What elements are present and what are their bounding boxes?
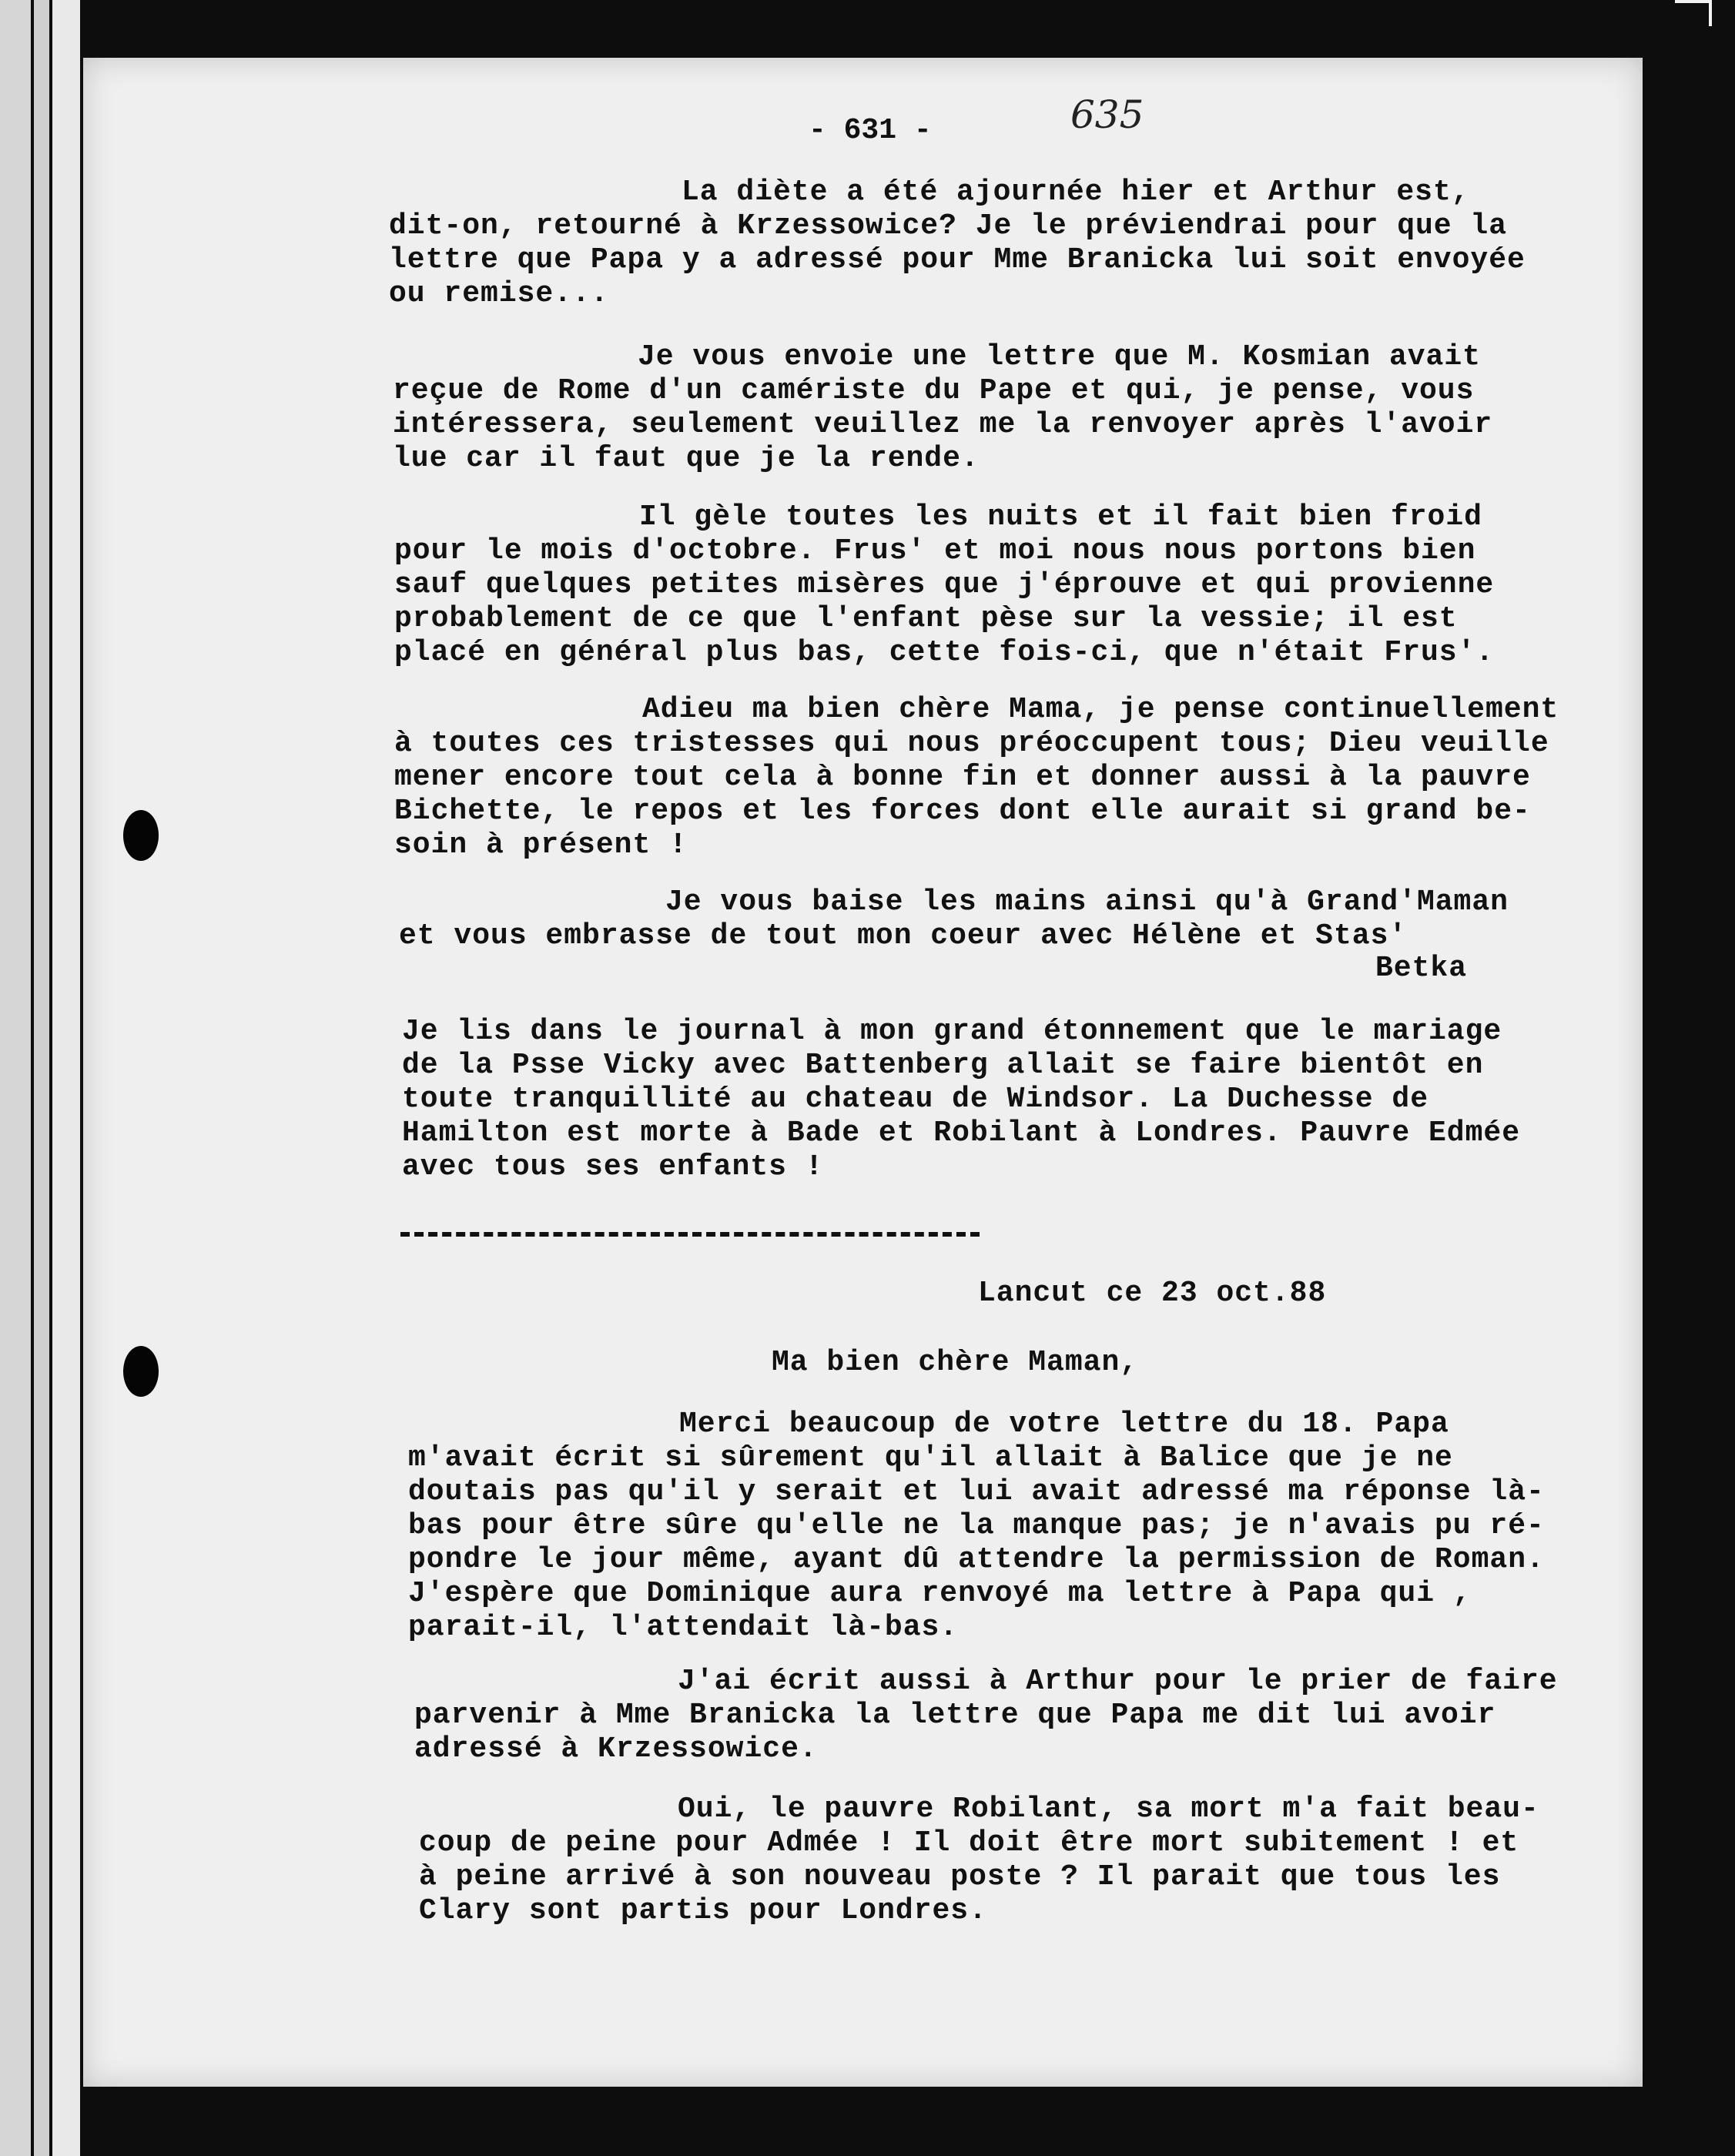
text-line: dit-on, retourné à Krzessowice? Je le préviendrai pour que la [389, 209, 1508, 243]
text-line: Hamilton est morte à Bade et Robilant à Londres. Pauvre Edmée [402, 1116, 1521, 1150]
text-line: Je lis dans le journal à mon grand étonnement que le mariage [402, 1015, 1502, 1048]
text-line: Je vous envoie une lettre que M. Kosmian avait [638, 340, 1481, 373]
text-line: J'ai écrit aussi à Arthur pour le prier de faire [678, 1665, 1558, 1698]
text-line: parait-il, l'attendait là-bas. [408, 1611, 959, 1644]
stacked-page-edge [52, 0, 80, 2156]
handwritten-page-number: 635 [1070, 92, 1144, 137]
letter-date: Lancut ce 23 oct.88 [978, 1277, 1327, 1310]
text-line: reçue de Rome d'un camériste du Pape et qui, je pense, vous [393, 374, 1475, 407]
signature: Betka [1375, 952, 1468, 985]
text-line: doutais pas qu'il y serait et lui avait adressé ma réponse là- [408, 1475, 1545, 1508]
crop-mark [1675, 0, 1712, 26]
text-line: soin à présent ! [394, 829, 688, 862]
text-line: avec tous ses enfants ! [402, 1150, 824, 1183]
text-line: à toutes ces tristesses qui nous préoccupent tous; Dieu veuille [394, 727, 1549, 760]
page-number: - 631 - [809, 114, 932, 147]
punch-hole [123, 1346, 159, 1397]
text-line: à peine arrivé à son nouveau poste ? Il parait que tous les [419, 1860, 1501, 1893]
text-line: Oui, le pauvre Robilant, sa mort m'a fait beau- [678, 1793, 1539, 1826]
text-line: probablement de ce que l'enfant pèse sur la vessie; il est [394, 602, 1458, 635]
text-line: m'avait écrit si sûrement qu'il allait à Balice que je ne [408, 1441, 1453, 1475]
text-line: Adieu ma bien chère Mama, je pense continuellement [642, 693, 1559, 726]
text-line: Bichette, le repos et les forces dont elle aurait si grand be- [394, 795, 1531, 828]
text-line: lettre que Papa y a adressé pour Mme Branicka lui soit envoyée [389, 243, 1526, 276]
text-line: pour le mois d'octobre. Frus' et moi nous nous portons bien [394, 534, 1476, 567]
text-line: ou remise... [389, 277, 609, 310]
text-line: et vous embrasse de tout mon coeur avec Hélène et Stas' [399, 919, 1408, 952]
text-line: sauf quelques petites misères que j'éprouve et qui provienne [394, 568, 1495, 601]
text-line: adressé à Krzessowice. [414, 1732, 818, 1766]
text-line: Il gèle toutes les nuits et il fait bien froid [639, 500, 1482, 534]
text-line: bas pour être sûre qu'elle ne la manque pas; je n'avais pu ré- [408, 1509, 1545, 1542]
text-line: J'espère que Dominique aura renvoyé ma lettre à Papa qui , [408, 1577, 1472, 1610]
text-line: pondre le jour même, ayant dû attendre la permission de Roman. [408, 1543, 1545, 1576]
text-line: intéressera, seulement veuillez me la renvoyer après l'avoir [393, 408, 1493, 441]
text-line: parvenir à Mme Branicka la lettre que Papa me dit lui avoir [414, 1699, 1496, 1732]
text-line: lue car il faut que je la rende. [393, 442, 980, 475]
text-line: coup de peine pour Admée ! Il doit être mort subitement ! et [419, 1826, 1519, 1860]
punch-hole [123, 810, 159, 861]
text-line: La diète a été ajournée hier et Arthur est, [682, 176, 1470, 209]
salutation: Ma bien chère Maman, [772, 1346, 1139, 1379]
text-line: toute tranquillité au chateau de Windsor. La Duchesse de [402, 1083, 1429, 1116]
text-line: Je vous baise les mains ainsi qu'à Grand'Maman [665, 886, 1509, 919]
text-line: Merci beaucoup de votre lettre du 18. Papa [679, 1408, 1449, 1441]
text-line: placé en général plus bas, cette fois-ci, que n'était Frus'. [394, 636, 1495, 669]
text-line: de la Psse Vicky avec Battenberg allait se faire bientôt en [402, 1049, 1484, 1082]
separator-rule [400, 1232, 980, 1237]
text-line: mener encore tout cela à bonne fin et donner aussi à la pauvre [394, 761, 1531, 794]
text-line: Clary sont partis pour Londres. [419, 1894, 987, 1927]
